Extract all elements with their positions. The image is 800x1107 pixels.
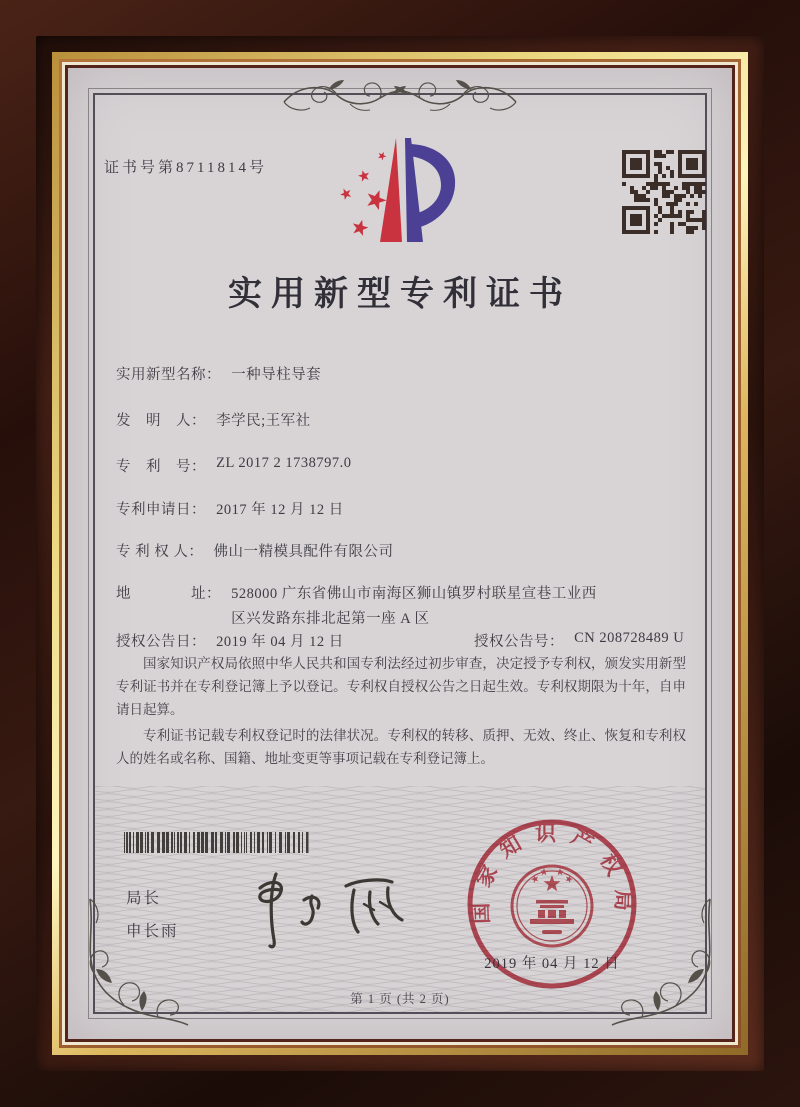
field-value: ZL 2017 2 1738797.0 xyxy=(216,455,352,471)
field-row-patentee xyxy=(116,540,394,561)
field-label: 专利申请日： xyxy=(116,502,206,518)
field-row-name xyxy=(116,363,321,384)
handwritten-signature xyxy=(246,860,416,952)
page-footer: 第 1 页 (共 2 页) xyxy=(350,992,450,1006)
signer-name: 申长雨 xyxy=(126,923,179,940)
barcode xyxy=(124,831,309,855)
certificate-title: 实用新型专利证书 xyxy=(228,276,572,313)
grant-no-label: 授权公告号： xyxy=(474,634,564,650)
field-row-filing-date xyxy=(116,498,344,519)
seal-text: 国家知识产权局 xyxy=(468,821,636,925)
certificate-number: 证书号第8711814号 xyxy=(104,160,267,176)
grant-no-value: CN 208728489 U xyxy=(574,630,685,646)
grant-date-label: 授权公告日： xyxy=(116,634,206,650)
field-row-address xyxy=(116,582,603,632)
top-center-flourish xyxy=(280,74,520,120)
svg-text:国家知识产权局 xyxy=(469,822,636,924)
field-row-inventor xyxy=(116,409,311,430)
field-value: 佛山一精模具配件有限公司 xyxy=(213,544,394,560)
legal-text xyxy=(116,652,686,773)
field-value: 2017 年 12 月 12 日 xyxy=(216,502,344,518)
cnipa-patent-logo-icon xyxy=(330,136,460,248)
paragraph-register-statement: 专利证书记载专利权登记时的法律状况。专利权的转移、质押、无效、终止、恢复和专利权人的姓名或名称、国籍、地址变更等事项记载在专利登记簿上。 xyxy=(116,728,686,766)
field-value: 李学民;王军社 xyxy=(216,413,311,429)
field-label: 发 明 人： xyxy=(116,413,206,429)
certificate-paper xyxy=(68,68,732,1039)
field-label: 地 址： xyxy=(116,586,221,602)
field-row-grant xyxy=(116,630,692,651)
qr-code xyxy=(620,148,708,236)
signer-title: 局长 xyxy=(126,890,162,907)
field-label: 专 利 号： xyxy=(116,459,206,475)
paragraph-grant-statement: 国家知识产权局依照中华人民共和国专利法经过初步审查，决定授予专利权，颁发实用新型专利证书并在专利登记簿上予以登记。专利权自授权公告之日起生效。专利权期限为十年，自申请日起算。 xyxy=(116,656,686,717)
grant-date-value: 2019 年 04 月 12 日 xyxy=(216,634,344,650)
china-national-emblem-icon xyxy=(512,866,592,946)
field-value: 一种导柱导套 xyxy=(231,367,322,383)
signer-block xyxy=(126,886,179,952)
seal-date: 2019 年 04 月 12 日 xyxy=(484,956,620,972)
field-label: 实用新型名称： xyxy=(116,367,221,383)
field-label: 专 利 权 人： xyxy=(116,544,204,560)
field-value: 528000 广东省佛山市南海区狮山镇罗村联星宣巷工业西区兴发路东排北起第一座 A 区 xyxy=(231,586,597,627)
field-row-patent-no xyxy=(116,455,352,476)
